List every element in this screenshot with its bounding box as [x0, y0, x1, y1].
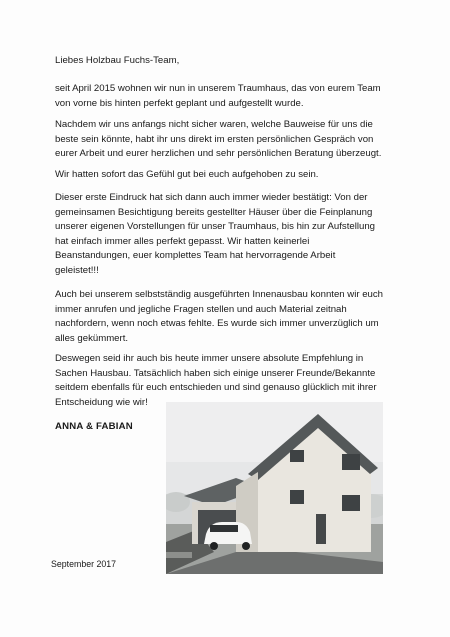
paragraph-line: von vorne bis hinten perfekt geplant und aufgestellt wurde. [55, 97, 304, 109]
paragraph-line: Entscheidung wie wir! [55, 396, 148, 408]
paragraph-line: Wir hatten sofort das Gefühl gut bei euch aufgehoben zu sein. [55, 169, 319, 180]
paragraph-4 [55, 191, 400, 279]
paragraph-line: unserer eigenen Vorstellungen für unser Traumhaus, bis hin zur Aufstellung [55, 221, 375, 233]
salutation: Liebes Holzbau Fuchs-Team, [55, 55, 180, 66]
paragraph-3 [55, 168, 400, 183]
paragraph-1 [55, 82, 400, 111]
paragraph-line: Sachen Hausbau. Tatsächlich haben sich einige unserer Freunde/Bekannte [55, 367, 376, 379]
date: September 2017 [51, 559, 117, 569]
house-photo [166, 402, 383, 574]
paragraph-line: Auch bei unserem selbstständig ausgeführten Innenausbau konnten wir euch [55, 289, 384, 300]
paragraph-line: Nachdem wir uns anfangs nicht sicher waren, welche Bauweise für uns die [55, 119, 373, 130]
paragraph-line: Dieser erste Eindruck hat sich dann auch immer wieder bestätigt: Von der [55, 192, 368, 203]
paragraph-line: Deswegen seid ihr auch bis heute immer unsere absolute Empfehlung in [55, 353, 364, 364]
paragraph-line: hat einfach immer alles perfekt gepasst. Wir hatten keinerlei [55, 235, 310, 247]
paragraph-line: alles gekümmert. [55, 332, 129, 344]
paragraph-line: beste sein könnte, habt ihr uns direkt im ersten persönlichen Gespräch von [55, 133, 374, 145]
paragraph-line: Beanstandungen, euer komplettes Team hat hervorragende Arbeit [55, 250, 336, 262]
paragraph-2 [55, 118, 400, 162]
paragraph-line: nachfordern, wenn noch etwas fehlte. Es wurde sich immer unverzüglich um [55, 318, 379, 330]
paragraph-line: geleistet!!! [55, 264, 99, 276]
paragraph-line: seitdem ebenfalls für euch entschieden und sind genauso glücklich mit ihrer [55, 382, 377, 394]
paragraph-line: immer anrufen und jegliche Fragen stellen und auch Material zeitnah [55, 303, 347, 315]
paragraph-line: eurer Arbeit und eurer herzlichen und sehr persönlichen Beratung überzeugt. [55, 148, 382, 160]
paragraph-line: seit April 2015 wohnen wir nun in unserem Traumhaus, das von eurem Team [55, 83, 381, 94]
signature: ANNA & FABIAN [55, 421, 133, 432]
paragraph-5 [55, 288, 400, 346]
paragraph-line: gemeinsamen Besichtigung bereits gestellter Häuser über die Feinplanung [55, 206, 373, 218]
